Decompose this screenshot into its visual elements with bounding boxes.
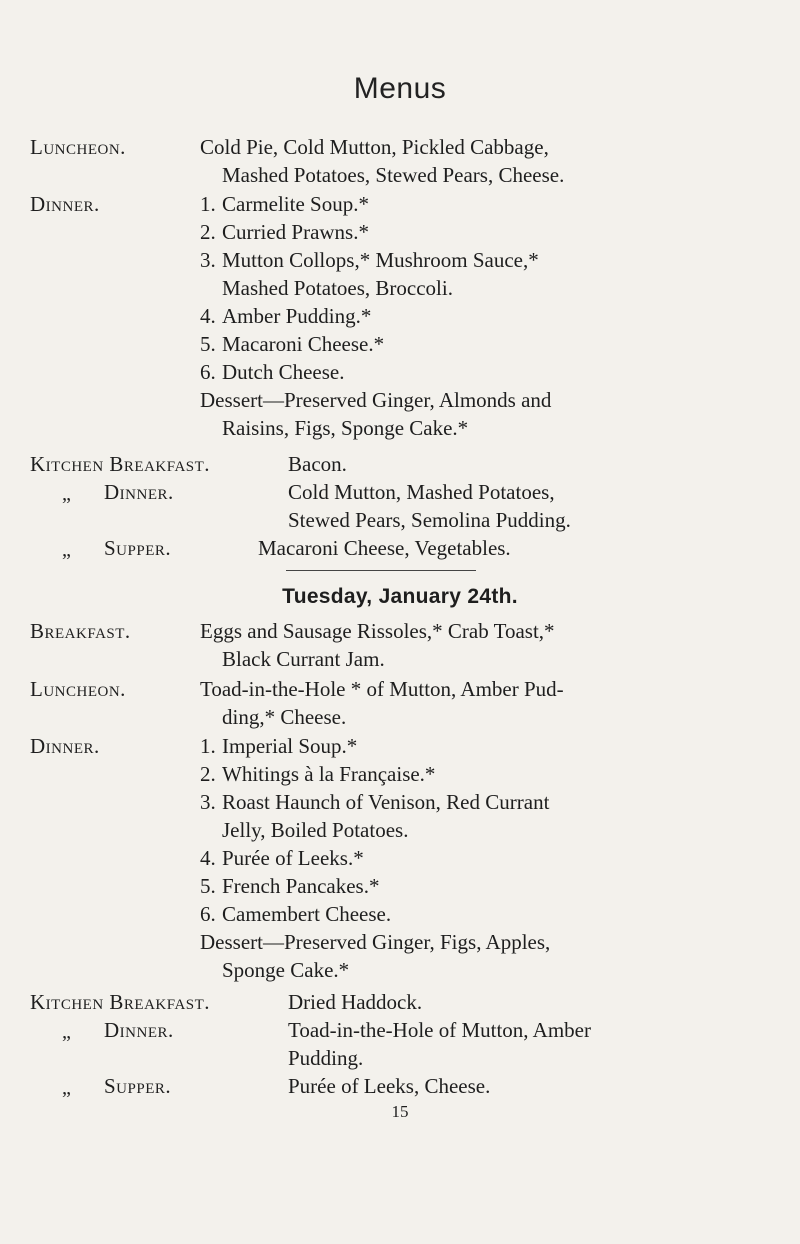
dinner-item-6: 6. Dutch Cheese. (200, 360, 345, 384)
dessert-line-1: Dessert—Preserved Ginger, Almonds and (200, 388, 552, 412)
dinner-item-4: 4. Purée of Leeks.* (200, 846, 364, 870)
kitchen-dinner-label: Dinner. (104, 1018, 174, 1042)
kitchen-dinner-line-1: Cold Mutton, Mashed Potatoes, (288, 480, 555, 504)
kitchen-supper: Macaroni Cheese, Vegetables. (258, 536, 511, 560)
luncheon-label: Luncheon. (30, 135, 126, 159)
dinner-label: Dinner. (30, 192, 100, 216)
dinner-item-5: 5. French Pancakes.* (200, 874, 380, 898)
luncheon-label: Luncheon. (30, 677, 126, 701)
luncheon-line-2: ding,* Cheese. (222, 705, 347, 729)
dinner-item-3-continued: Jelly, Boiled Potatoes. (222, 818, 409, 842)
day-heading: Tuesday, January 24th. (282, 585, 518, 608)
kitchen-supper-label: Supper. (104, 1074, 172, 1098)
kitchen-dinner-line-1: Toad-in-the-Hole of Mutton, Amber (288, 1018, 591, 1042)
dinner-item-1: 1. Imperial Soup.* (200, 734, 358, 758)
dinner-label: Dinner. (30, 734, 100, 758)
breakfast-label: Breakfast. (30, 619, 131, 643)
dinner-item-6: 6. Camembert Cheese. (200, 902, 392, 926)
page-title: Menus (353, 72, 447, 105)
luncheon-line-1: Toad-in-the-Hole * of Mutton, Amber Pud- (200, 677, 564, 701)
kitchen-breakfast: Dried Haddock. (288, 990, 423, 1014)
dessert-line-1: Dessert—Preserved Ginger, Figs, Apples, (200, 930, 551, 954)
kitchen-dinner-line-2: Pudding. (288, 1046, 364, 1070)
kitchen-label: Kitchen Breakfast. (30, 452, 211, 476)
kitchen-label: Kitchen Breakfast. (30, 990, 211, 1014)
page-number: 15 (391, 1102, 409, 1121)
kitchen-supper-label: Supper. (104, 536, 172, 560)
dinner-item-4: 4. Amber Pudding.* (200, 304, 372, 328)
luncheon-line-2: Mashed Potatoes, Stewed Pears, Cheese. (222, 163, 565, 187)
dinner-item-3: 3. Mutton Collops,* Mushroom Sauce,* (200, 248, 539, 272)
dinner-item-2: 2. Whitings à la Française.* (200, 762, 436, 786)
section-divider (286, 570, 476, 571)
luncheon-line-1: Cold Pie, Cold Mutton, Pickled Cabbage, (200, 135, 549, 159)
dessert-line-2: Raisins, Figs, Sponge Cake.* (222, 416, 469, 440)
dinner-item-3: 3. Roast Haunch of Venison, Red Currant (200, 790, 550, 814)
breakfast-line-1: Eggs and Sausage Rissoles,* Crab Toast,* (200, 619, 555, 643)
dessert-line-2: Sponge Cake.* (222, 958, 350, 982)
kitchen-dinner-line-2: Stewed Pears, Semolina Pudding. (288, 508, 571, 532)
ditto-mark: „ (62, 1077, 71, 1099)
kitchen-dinner-label: Dinner. (104, 480, 174, 504)
dinner-item-1: 1. Carmelite Soup.* (200, 192, 369, 216)
ditto-mark: „ (62, 483, 71, 505)
dinner-item-5: 5. Macaroni Cheese.* (200, 332, 385, 356)
dinner-item-3-continued: Mashed Potatoes, Broccoli. (222, 276, 453, 300)
kitchen-breakfast: Bacon. (288, 452, 347, 476)
ditto-mark: „ (62, 539, 71, 561)
breakfast-line-2: Black Currant Jam. (222, 647, 385, 671)
dinner-item-2: 2. Curried Prawns.* (200, 220, 369, 244)
kitchen-supper: Purée of Leeks, Cheese. (288, 1074, 491, 1098)
ditto-mark: „ (62, 1021, 71, 1043)
